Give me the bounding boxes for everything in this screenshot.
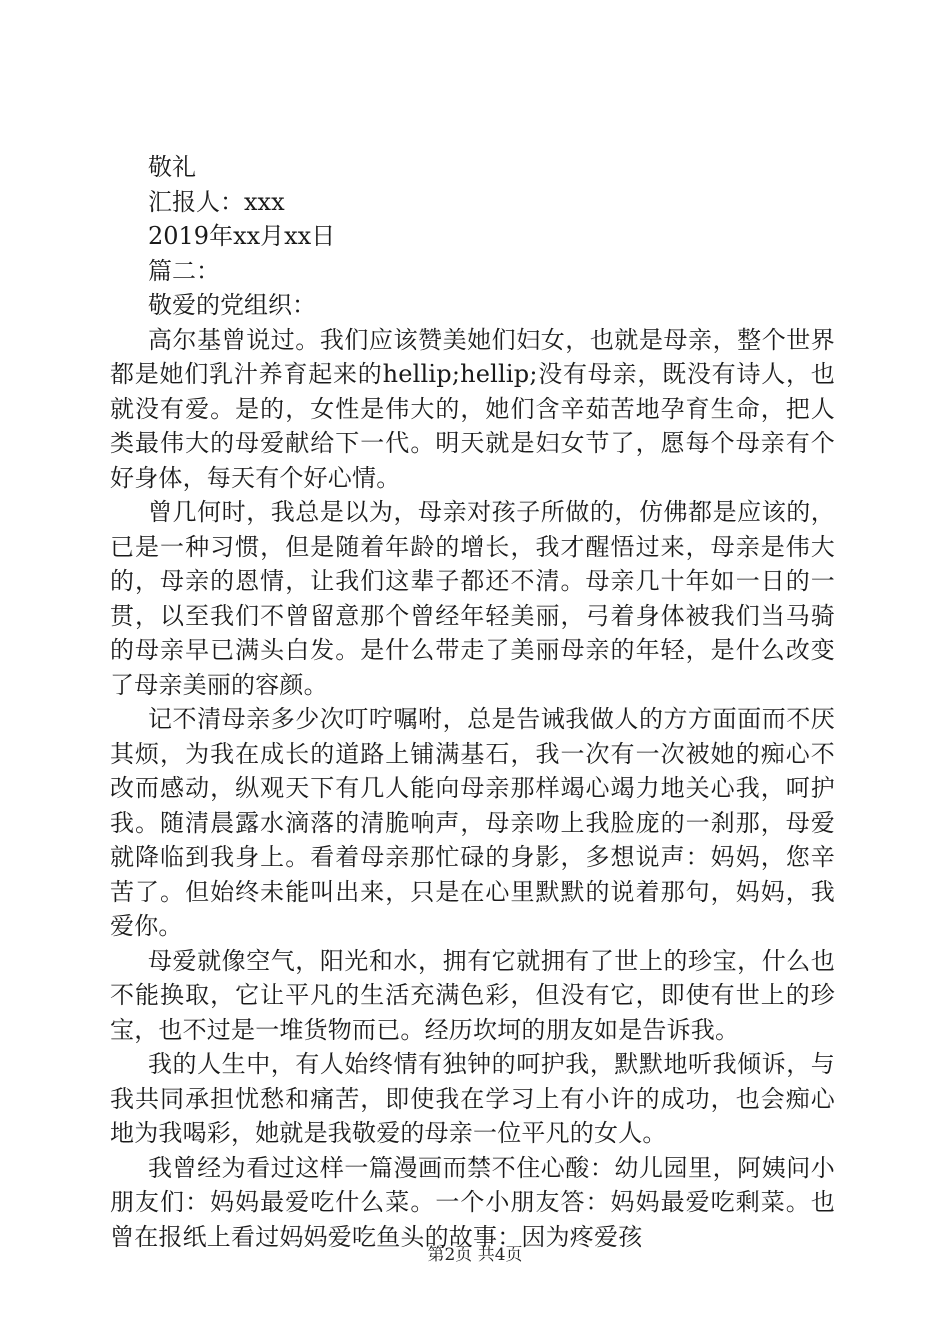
closing-salutation: 敬礼 [148,153,196,181]
date-line: 2019年xx月xx日 [148,222,336,250]
paragraph: 记不清母亲多少次叮咛嘱咐，总是告诫我做人的方方面面而不厌其烦，为我在成长的道路上铺满基石，我一次有一次被她的痴心不改而感动，纵观天下有几人能向母亲那样竭心竭力地关心我，呵护我。随清晨露水滴落的清脆响声，母亲吻上我脸庞的一刹那，母爱就降临到我身上。看着母亲那忙碌的身影，多想说声：妈妈，您辛苦了。但始终未能叫出来，只是在心里默默的说着那句，妈妈，我爱你。 [110,705,835,940]
paragraph: 我的人生中，有人始终情有独钟的呵护我，默默地听我倾诉，与我共同承担忧愁和痛苦，即使我在学习上有小许的成功，也会痴心地为我喝彩，她就是我敬爱的母亲一位平凡的女人。 [110,1050,835,1147]
paragraph: 高尔基曾说过。我们应该赞美她们妇女，也就是母亲，整个世界都是她们乳汁养育起来的hellip;hellip;没有母亲，既没有诗人，也就没有爱。是的，女性是伟大的，她们含辛茹苦地孕育生命，把人类最伟大的母爱献给下一代。明天就是妇女节了，愿每个母亲有个好身体，每天有个好心情。 [110,325,835,492]
paragraph: 母爱就像空气，阳光和水，拥有它就拥有了世上的珍宝，什么也不能换取，它让平凡的生活充满色彩，但没有它，即使有世上的珍宝，也不过是一堆货物而已。经历坎坷的朋友如是告诉我。 [110,946,835,1044]
paragraph: 我曾经为看过这样一篇漫画而禁不住心酸：幼儿园里，阿姨问小朋友们：妈妈最爱吃什么菜。一个小朋友答：妈妈最爱吃剩菜。也曾在报纸上看过妈妈爱吃鱼头的故事：因为疼爱孩 [110,1153,835,1251]
reporter-line: 汇报人：xxx [148,187,285,216]
document-body [110,150,835,1254]
paragraph: 曾几何时，我总是以为，母亲对孩子所做的，仿佛都是应该的，已是一种习惯，但是随着年龄的增长，我才醒悟过来，母亲是伟大的，母亲的恩情，让我们这辈子都还不清。母亲几十年如一日的一贯，以至我们不曾留意那个曾经年轻美丽，弓着身体被我们当马骑的母亲早已满头白发。是什么带走了美丽母亲的年轻，是什么改变了母亲美丽的容颜。 [110,498,835,699]
section-title: 篇二： [148,256,220,285]
page-footer: 第2页 共4页 [427,1245,523,1265]
greeting-line: 敬爱的党组织： [148,291,316,319]
